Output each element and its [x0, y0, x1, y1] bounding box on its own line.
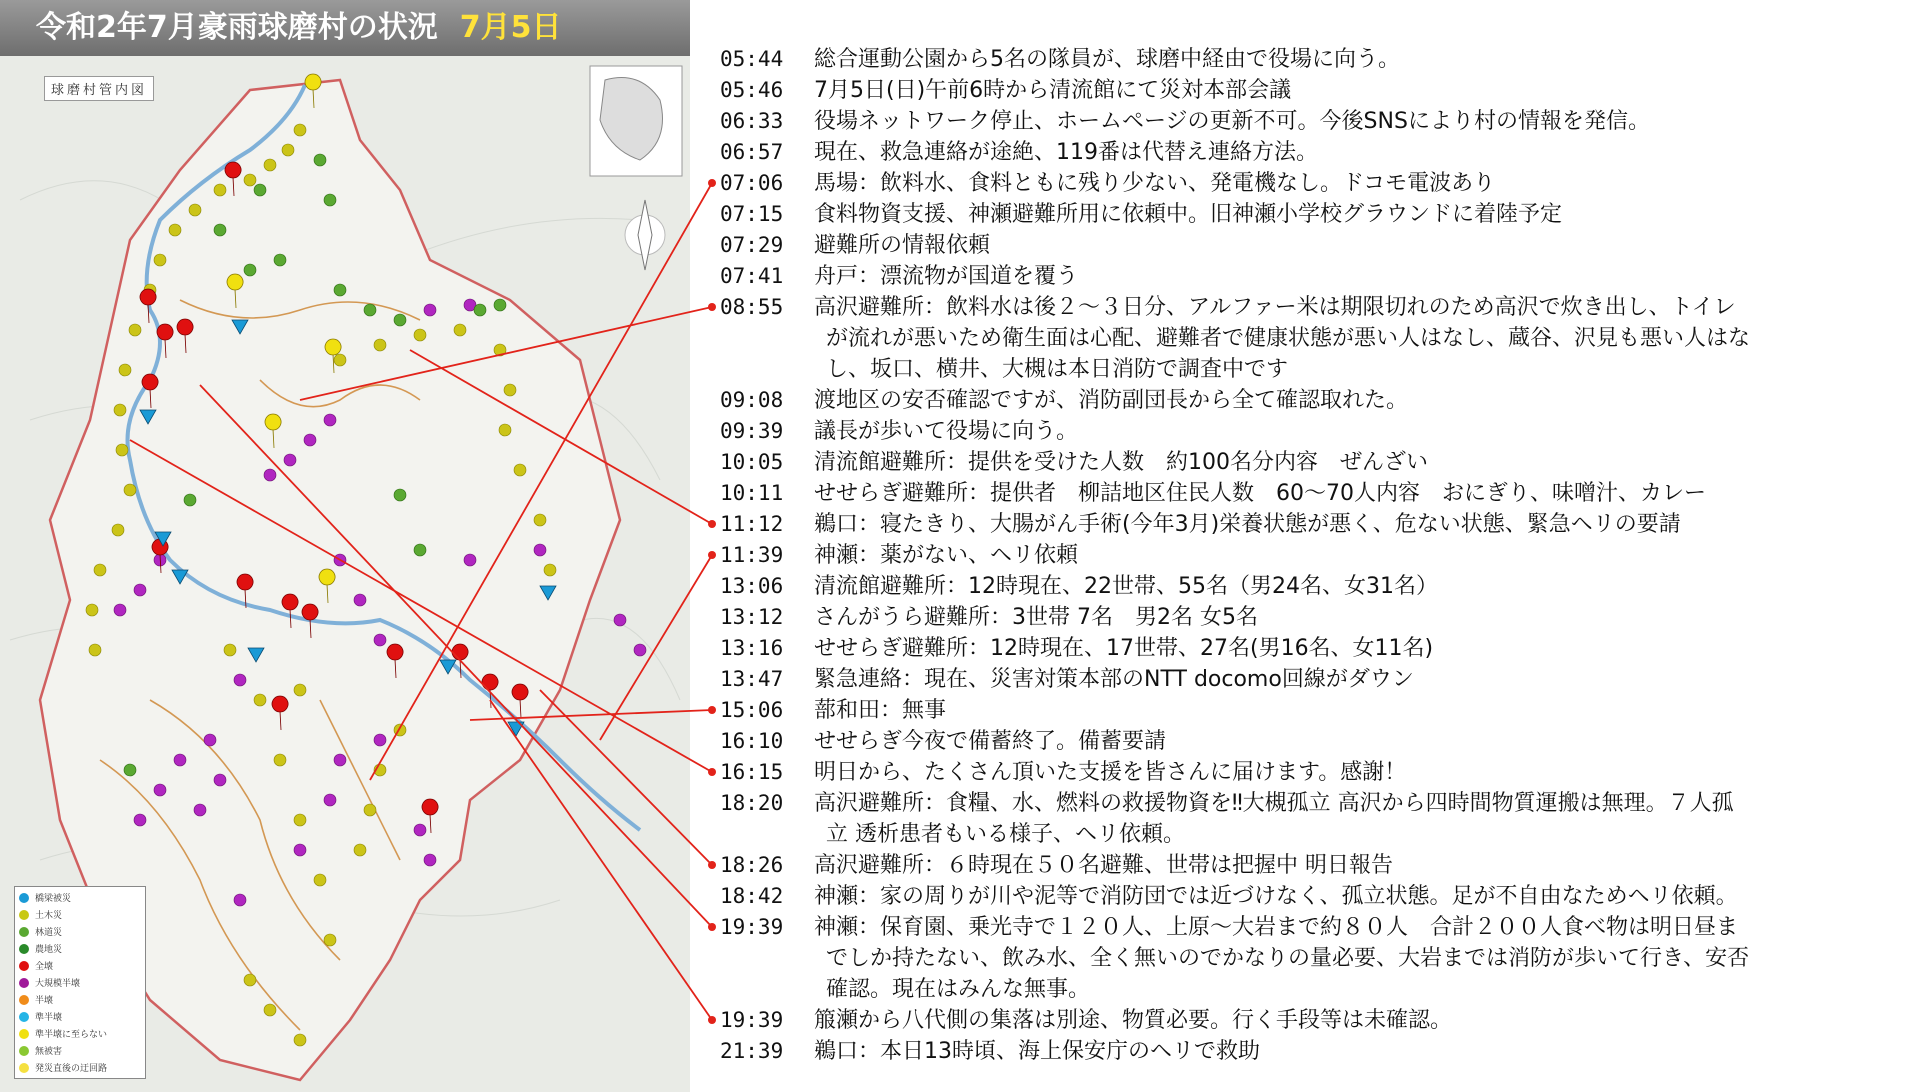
log-entry — [720, 1036, 1910, 1067]
legend-item — [19, 889, 141, 906]
log-time: 13:12 — [720, 605, 784, 629]
log-entry — [720, 695, 1910, 726]
log-text — [814, 1036, 1910, 1067]
log-time: 07:06 — [720, 171, 784, 195]
log-text-line: 渡地区の安否確認ですが、消防副団長から全て確認取れた。 — [814, 388, 1409, 413]
log-text — [814, 757, 1910, 788]
log-time: 07:15 — [720, 202, 784, 226]
log-time: 06:57 — [720, 140, 784, 164]
log-time: 16:10 — [720, 729, 784, 753]
log-entry — [720, 230, 1910, 261]
log-entry — [720, 261, 1910, 292]
log-time: 18:26 — [720, 853, 784, 877]
log-entry — [720, 664, 1910, 695]
log-text — [814, 726, 1910, 757]
log-time: 10:11 — [720, 481, 784, 505]
map-legend — [14, 886, 146, 1079]
log-time: 07:41 — [720, 264, 784, 288]
log-entry — [720, 602, 1910, 633]
legend-item — [19, 906, 141, 923]
log-text-line: 神瀬：保育園、乗光寺で１２０人、上原～大岩まで約８０人 合計２００人食べ物は明日昼ま — [814, 915, 1739, 940]
log-text — [814, 881, 1910, 912]
log-text — [814, 664, 1910, 695]
legend-item — [19, 1042, 141, 1059]
log-entry — [720, 850, 1910, 881]
log-entry — [720, 199, 1910, 230]
legend-item — [19, 923, 141, 940]
log-text — [814, 416, 1910, 447]
log-time: 18:42 — [720, 884, 784, 908]
log-time: 13:47 — [720, 667, 784, 691]
log-text-line: 7月5日(日)午前6時から清流館にて災対本部会議 — [814, 78, 1292, 103]
log-text-line: 清流館避難所：提供を受けた人数 約100名分内容 ぜんざい — [814, 450, 1428, 475]
dot-marker-icon — [19, 927, 29, 937]
pin-marker-icon — [19, 1029, 29, 1039]
legend-label: 林道災 — [35, 928, 63, 938]
log-entry — [720, 44, 1910, 75]
log-entry — [720, 168, 1910, 199]
route-icon — [19, 1063, 29, 1073]
log-text — [814, 261, 1910, 292]
log-text — [814, 788, 1910, 850]
log-text — [814, 509, 1910, 540]
log-time: 06:33 — [720, 109, 784, 133]
log-text — [814, 912, 1910, 1005]
log-time: 19:39 — [720, 915, 784, 939]
log-time: 09:39 — [720, 419, 784, 443]
legend-label: 大規模半壊 — [35, 979, 81, 989]
log-text — [814, 106, 1910, 137]
log-entry — [720, 416, 1910, 447]
log-entry — [720, 757, 1910, 788]
legend-label: 土木災 — [35, 911, 63, 921]
log-text-line: 立 透析患者もいる様子、ヘリ依頼。 — [826, 822, 1185, 847]
log-entry — [720, 478, 1910, 509]
legend-item — [19, 940, 141, 957]
log-text-line: せせらぎ今夜で備蓄終了。備蓄要請 — [814, 729, 1167, 754]
arrow-anchor-dot — [708, 551, 716, 559]
legend-item — [19, 991, 141, 1008]
log-entry — [720, 726, 1910, 757]
log-time: 10:05 — [720, 450, 784, 474]
log-text — [814, 385, 1910, 416]
log-entry — [720, 509, 1910, 540]
log-entry — [720, 912, 1910, 1005]
log-entry — [720, 137, 1910, 168]
log-text-line: 高沢避難所：食糧、水、燃料の救援物資を‼大槻孤立 高沢から四時間物質運搬は無理。７人孤 — [814, 791, 1734, 816]
log-text — [814, 1005, 1910, 1036]
log-text-line: が流れが悪いため衛生面は心配、避難者で健康状態が悪い人はなし、蔵谷、沢見も悪い人はな — [826, 326, 1751, 351]
log-time: 07:29 — [720, 233, 784, 257]
log-text — [814, 230, 1910, 261]
pin-marker-icon — [19, 961, 29, 971]
log-time: 19:39 — [720, 1008, 784, 1032]
legend-item — [19, 1059, 141, 1076]
log-time: 15:06 — [720, 698, 784, 722]
log-entry — [720, 571, 1910, 602]
pin-marker-icon — [19, 1012, 29, 1022]
log-text — [814, 137, 1910, 168]
log-text-line: 高沢避難所：６時現在５０名避難、世帯は把握中 明日報告 — [814, 853, 1393, 878]
arrow-anchor-dot — [708, 303, 716, 311]
legend-label: 発災直後の迂回路 — [35, 1064, 108, 1074]
arrow-anchor-dot — [708, 520, 716, 528]
log-text-line: 食料物資支援、神瀬避難所用に依頼中。旧神瀬小学校グラウンドに着陸予定 — [814, 202, 1563, 227]
log-time: 13:06 — [720, 574, 784, 598]
legend-label: 農地災 — [35, 945, 63, 955]
log-text — [814, 540, 1910, 571]
log-time: 05:46 — [720, 78, 784, 102]
arrow-anchor-dot — [708, 706, 716, 714]
log-text-line: 現在、救急連絡が途絶、119番は代替え連絡方法。 — [814, 140, 1318, 165]
title-bar — [0, 0, 690, 56]
log-entry — [720, 447, 1910, 478]
log-entry — [720, 540, 1910, 571]
arrow-anchor-dot — [708, 1016, 716, 1024]
log-time: 09:08 — [720, 388, 784, 412]
log-time: 08:55 — [720, 295, 784, 319]
log-text-line: 鵜口：寝たきり、大腸がん手術(今年3月)栄養状態が悪く、危ない状態、緊急ヘリの要請 — [814, 512, 1681, 537]
log-entry — [720, 292, 1910, 385]
log-text-line: せせらぎ避難所：12時現在、17世帯、27名(男16名、女11名) — [814, 636, 1434, 661]
arrow-anchor-dot — [708, 768, 716, 776]
log-entry — [720, 633, 1910, 664]
arrow-anchor-dot — [708, 179, 716, 187]
log-text-line: 役場ネットワーク停止、ホームページの更新不可。今後SNSにより村の情報を発信。 — [814, 109, 1650, 134]
log-text — [814, 292, 1910, 385]
log-time: 16:15 — [720, 760, 784, 784]
log-text-line: 清流館避難所：12時現在、22世帯、55名（男24名、女31名） — [814, 574, 1438, 599]
log-text — [814, 199, 1910, 230]
log-text — [814, 850, 1910, 881]
pin-marker-icon — [19, 1046, 29, 1056]
log-entry — [720, 788, 1910, 850]
log-text-line: せせらぎ避難所：提供者 柳詰地区住民人数 60～70人内容 おにぎり、味噌汁、カレー — [814, 481, 1706, 506]
arrow-anchor-dot — [708, 861, 716, 869]
log-time: 13:16 — [720, 636, 784, 660]
log-text-line: 神瀬：家の周りが川や泥等で消防団では近づけなく、孤立状態。足が不自由なためヘリ依頼。 — [814, 884, 1738, 909]
log-time: 11:39 — [720, 543, 784, 567]
legend-label: 橋梁被災 — [35, 894, 72, 904]
log-text-line: 高沢避難所：飲料水は後２～３日分、アルファー米は期限切れのため高沢で炊き出し、トイレ — [814, 295, 1736, 320]
legend-item — [19, 1008, 141, 1025]
log-text-line: 総合運動公園から5名の隊員が、球磨中経由で役場に向う。 — [814, 47, 1400, 72]
log-text-line: し、坂口、横井、大槻は本日消防で調査中です — [826, 357, 1289, 382]
log-text-line: 舟戸：漂流物が国道を覆う — [814, 264, 1079, 289]
log-text-line: さんがうら避難所：3世帯 7名 男2名 女5名 — [814, 605, 1258, 630]
log-text-line: 馬場：飲料水、食料ともに残り少ない、発電機なし。ドコモ電波あり — [814, 171, 1496, 196]
log-time: 21:39 — [720, 1039, 784, 1063]
log-text — [814, 447, 1910, 478]
log-time: 18:20 — [720, 791, 784, 815]
log-text-line: 鵜口：本日13時頃、海上保安庁のヘリで救助 — [814, 1039, 1260, 1064]
legend-item — [19, 957, 141, 974]
legend-label: 無被害 — [35, 1047, 63, 1057]
log-text-line: 避難所の情報依頼 — [814, 233, 991, 258]
log-text-line: 神瀬：薬がない、ヘリ依頼 — [814, 543, 1079, 568]
pin-marker-icon — [19, 978, 29, 988]
log-time: 05:44 — [720, 47, 784, 71]
log-text-line: 緊急連絡：現在、災害対策本部のNTT docomo回線がダウン — [814, 667, 1414, 692]
log-text — [814, 695, 1910, 726]
legend-label: 全壊 — [35, 962, 54, 972]
log-text-line: 明日から、たくさん頂いた支援を皆さんに届けます。感謝！ — [814, 760, 1407, 785]
log-text — [814, 75, 1910, 106]
log-text-line: 箙瀬から八代側の集落は別途、物質必要。行く手段等は未確認。 — [814, 1008, 1453, 1033]
log-entry — [720, 106, 1910, 137]
legend-item — [19, 974, 141, 991]
log-text — [814, 44, 1910, 75]
legend-label: 準半壊 — [35, 1013, 63, 1023]
log-text-line: でしか持たない、飲み水、全く無いのでかなりの量必要、大岩までは消防が歩いて行き、安否 — [826, 946, 1750, 971]
log-text — [814, 168, 1910, 199]
event-log — [720, 44, 1910, 1067]
log-text-line: 蔀和田：無事 — [814, 698, 947, 723]
legend-label: 準半壊に至らない — [35, 1030, 108, 1040]
log-text — [814, 602, 1910, 633]
log-text-line: 確認。現在はみんな無事。 — [826, 977, 1091, 1002]
title-date: 7月5日 — [459, 10, 562, 45]
village-map-panel — [0, 0, 690, 1092]
log-entry — [720, 881, 1910, 912]
log-entry — [720, 75, 1910, 106]
legend-label: 半壊 — [35, 996, 54, 1006]
pin-marker-icon — [19, 995, 29, 1005]
log-time: 11:12 — [720, 512, 784, 536]
dot-marker-icon — [19, 944, 29, 954]
triangle-marker-icon — [19, 893, 29, 903]
arrow-anchor-dot — [708, 923, 716, 931]
log-text — [814, 633, 1910, 664]
page-title: 令和2年7月豪雨球磨村の状況 — [36, 10, 438, 45]
log-text — [814, 478, 1910, 509]
legend-item — [19, 1025, 141, 1042]
map-caption: 球磨村管内図 — [44, 76, 154, 101]
dot-marker-icon — [19, 910, 29, 920]
log-text — [814, 571, 1910, 602]
log-text-line: 議長が歩いて役場に向う。 — [814, 419, 1079, 444]
log-entry — [720, 385, 1910, 416]
log-entry — [720, 1005, 1910, 1036]
